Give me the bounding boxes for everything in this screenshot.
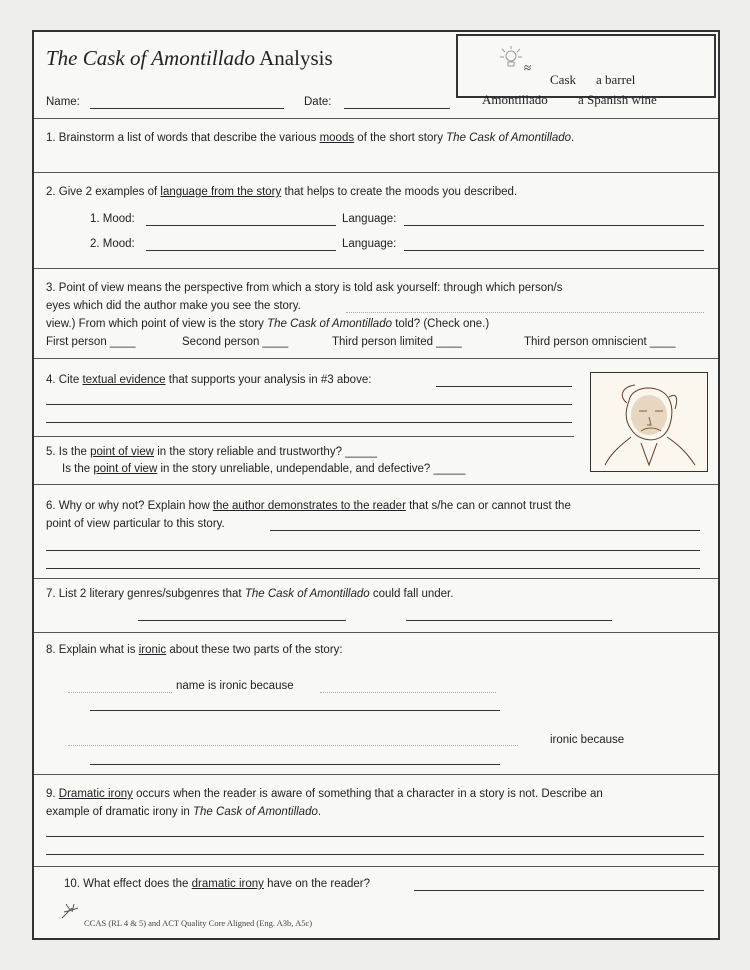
divider [34, 866, 718, 867]
quill-icon [60, 902, 82, 920]
genre-1-field[interactable] [138, 620, 346, 621]
worksheet-page [32, 30, 720, 940]
vocab-box: ≈ Cask a barrel Amontillado a Spanish wine [456, 34, 716, 98]
option-first-person[interactable]: First person ____ [46, 336, 136, 348]
vocab-term-amontillado: Amontillado [482, 92, 548, 107]
option-third-limited[interactable]: Third person limited ____ [332, 336, 462, 348]
q6-answer-line[interactable] [270, 530, 700, 531]
name-label: Name: [46, 96, 80, 108]
mood-2-field[interactable] [146, 250, 336, 251]
language-2-field[interactable] [404, 250, 704, 251]
faded-text [68, 745, 518, 746]
question-6-line-2: point of view particular to this story. [46, 518, 225, 530]
genre-2-field[interactable] [406, 620, 612, 621]
question-3-line-2: eyes which did the author make you see the story. [46, 300, 301, 312]
faded-text [320, 692, 496, 693]
mood-1-label: 1. Mood: [90, 213, 135, 225]
divider [34, 632, 718, 633]
q4-answer-line[interactable] [46, 422, 572, 423]
mood-2-label: 2. Mood: [90, 238, 135, 250]
q8-answer-line[interactable] [90, 710, 500, 711]
q8-answer-line[interactable] [90, 764, 500, 765]
question-9-line-2: example of dramatic irony in The Cask of Amontillado. [46, 806, 322, 818]
question-1: 1. Brainstorm a list of words that describe the various moods of the short story The Cask of Amontillado. [46, 132, 575, 144]
divider [34, 172, 718, 173]
lightbulb-icon [500, 46, 522, 70]
standards-footer: CCAS (RL 4 & 5) and ACT Quality Core Aligned (Eng. A3b, A5c) [84, 918, 313, 928]
vocab-term-cask: Cask [550, 72, 576, 87]
divider [34, 578, 718, 579]
page-title: The Cask of Amontillado Analysis [46, 46, 333, 70]
q9-answer-line[interactable] [46, 836, 704, 837]
irony-part-2-label: ironic because [550, 734, 625, 746]
mood-1-field[interactable] [146, 225, 336, 226]
question-5b: Is the point of view in the story unreliable, undependable, and defective? _____ [62, 463, 466, 475]
language-1-field[interactable] [404, 225, 704, 226]
date-field[interactable] [344, 108, 450, 109]
divider [34, 358, 718, 359]
divider [34, 484, 718, 485]
date-label: Date: [304, 96, 332, 108]
divider [34, 118, 718, 119]
poe-sketch-image [591, 373, 707, 471]
question-4: 4. Cite textual evidence that supports your analysis in #3 above: [46, 374, 372, 386]
faded-text [346, 312, 704, 313]
q10-answer-line[interactable] [414, 890, 704, 891]
q9-answer-line[interactable] [46, 854, 704, 855]
question-3-line-3: view.) From which point of view is the story The Cask of Amontillado told? (Check one.) [46, 318, 490, 330]
vocab-def-amontillado: a Spanish wine [578, 92, 657, 107]
question-7: 7. List 2 literary genres/subgenres that The Cask of Amontillado could fall under. [46, 588, 454, 600]
faded-text [68, 692, 172, 693]
divider [34, 774, 718, 775]
question-6-line-1: 6. Why or why not? Explain how the author demonstrates to the reader that s/he can or cannot trust the [46, 500, 571, 512]
q4-answer-line[interactable] [436, 386, 572, 387]
language-1-label: Language: [342, 213, 397, 225]
option-third-omniscient[interactable]: Third person omniscient ____ [524, 336, 676, 348]
question-5a: 5. Is the point of view in the story reliable and trustworthy? _____ [46, 446, 378, 458]
q6-answer-line[interactable] [46, 550, 700, 551]
author-portrait [590, 372, 708, 472]
divider [34, 268, 718, 269]
question-9-line-1: 9. Dramatic irony occurs when the reader is aware of something that a character in a story is not. Describe an [46, 788, 603, 800]
name-field[interactable] [90, 108, 284, 109]
question-3-line-1: 3. Point of view means the perspective from which a story is told ask yourself: through which person/s [46, 282, 563, 294]
q6-answer-line[interactable] [46, 568, 700, 569]
irony-part-1-label: name is ironic because [176, 680, 294, 692]
q4-answer-line[interactable] [46, 404, 572, 405]
divider [34, 436, 574, 437]
question-8: 8. Explain what is ironic about these two parts of the story: [46, 644, 343, 656]
question-10: 10. What effect does the dramatic irony have on the reader? [64, 878, 371, 890]
question-2: 2. Give 2 examples of language from the story that helps to create the moods you described. [46, 186, 518, 198]
vocab-def-cask: a barrel [596, 72, 636, 87]
option-second-person[interactable]: Second person ____ [182, 336, 289, 348]
language-2-label: Language: [342, 238, 397, 250]
